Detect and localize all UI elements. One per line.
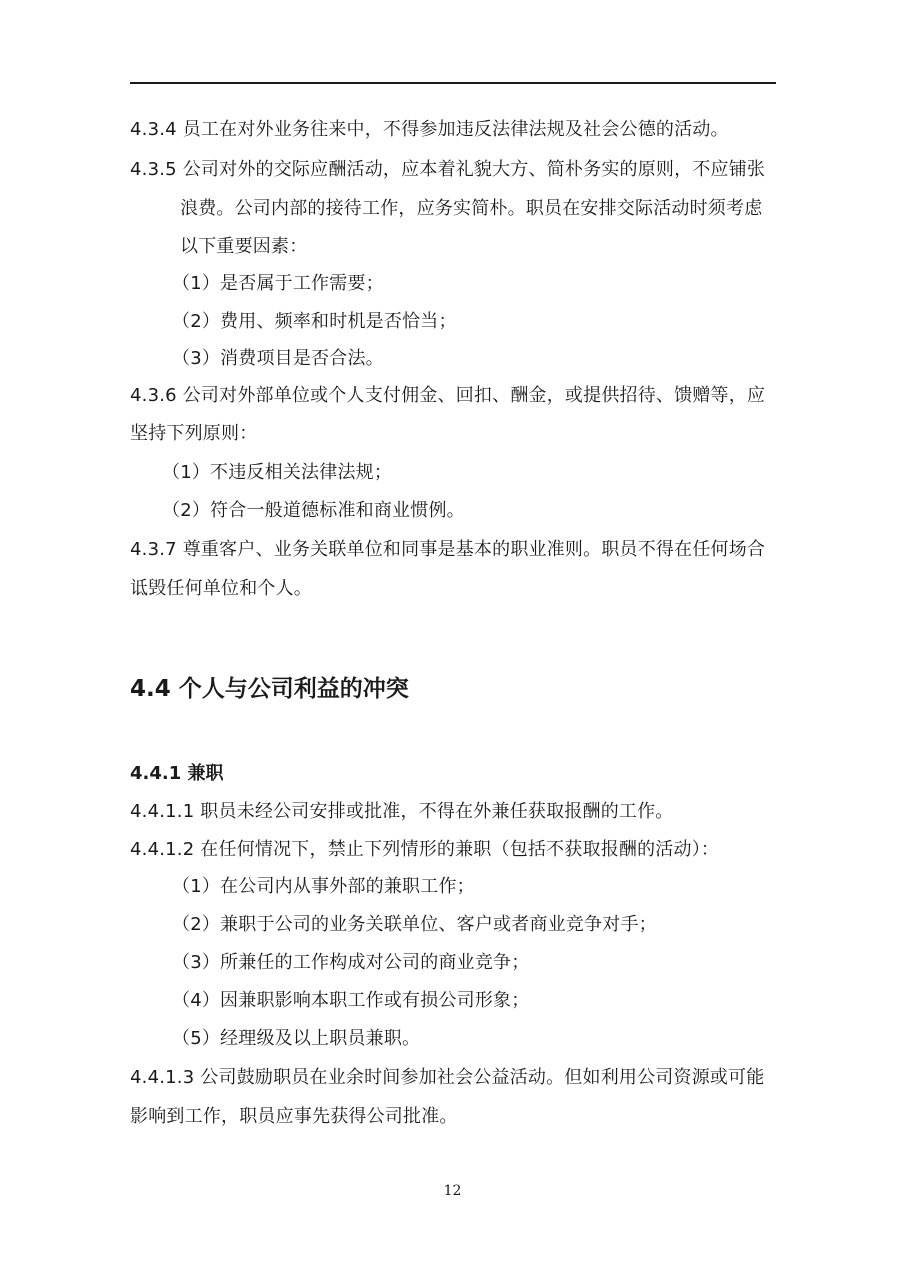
- paragraph-4-3-5-line1: 4.3.5 公司对外的交际应酬活动，应本着礼貌大方、简朴务实的原则，不应铺张: [130, 159, 766, 180]
- paragraph-4-3-7-line1: 4.3.7 尊重客户、业务关联单位和同事是基本的职业准则。职员不得在任何场合: [130, 539, 766, 560]
- paragraph-4-3-5-line2: 浪费。公司内部的接待工作，应务实简朴。职员在安排交际活动时须考虑: [180, 198, 763, 219]
- paragraph-4-3-4: 4.3.4 员工在对外业务往来中，不得参加违反法律法规及社会公德的活动。: [130, 119, 729, 140]
- subsection-heading-4-4-1: 4.4.1 兼职: [130, 763, 224, 784]
- list-item: （2）费用、频率和时机是否恰当；: [172, 311, 457, 332]
- paragraph-4-3-6-line2: 坚持下列原则：: [130, 423, 258, 444]
- list-item: （2）符合一般道德标准和商业惯例。: [162, 500, 465, 521]
- list-item: （1）不违反相关法律法规；: [162, 462, 393, 483]
- list-item: （1）是否属于工作需要；: [172, 273, 384, 294]
- page-number: 12: [443, 1183, 462, 1199]
- list-item: （1）在公司内从事外部的兼职工作；: [172, 876, 475, 897]
- list-item: （4）因兼职影响本职工作或有损公司形象；: [172, 990, 530, 1011]
- list-item: （3）消费项目是否合法。: [172, 348, 384, 369]
- paragraph-4-3-7-line2: 诋毁任何单位和个人。: [130, 578, 312, 599]
- list-item: （2）兼职于公司的业务关联单位、客户或者商业竞争对手；: [172, 914, 657, 935]
- paragraph-4-4-1-3-line1: 4.4.1.3 公司鼓励职员在业余时间参加社会公益活动。但如利用公司资源或可能: [130, 1067, 765, 1088]
- list-item: （3）所兼任的工作构成对公司的商业竞争；: [172, 952, 530, 973]
- section-heading-4-4: 4.4 个人与公司利益的冲突: [130, 676, 409, 702]
- paragraph-4-3-5-line3: 以下重要因素：: [180, 236, 308, 257]
- header-rule: [130, 82, 776, 84]
- paragraph-4-4-1-1: 4.4.1.1 职员未经公司安排或批准，不得在外兼任获取报酬的工作。: [130, 801, 674, 822]
- paragraph-4-4-1-3-line2: 影响到工作，职员应事先获得公司批准。: [130, 1106, 458, 1127]
- paragraph-4-4-1-2: 4.4.1.2 在任何情况下，禁止下列情形的兼职（包括不获取报酬的活动）：: [130, 839, 720, 860]
- paragraph-4-3-6-line1: 4.3.6 公司对外部单位或个人支付佣金、回扣、酬金，或提供招待、馈赠等，应: [130, 385, 766, 406]
- list-item: （5）经理级及以上职员兼职。: [172, 1028, 421, 1049]
